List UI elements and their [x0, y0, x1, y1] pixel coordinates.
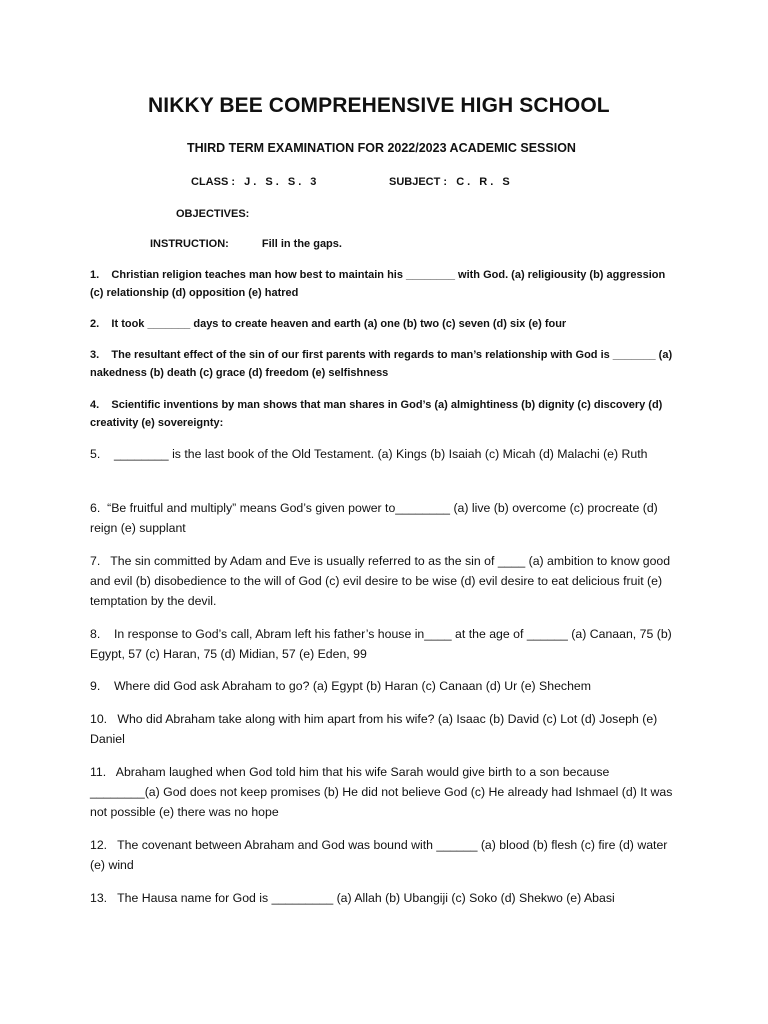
- question-text: “Be fruitful and multiply” means God’s given power to________ (a) live (b) overcome (c) procreate (d) reign (e) supplant: [90, 501, 658, 535]
- question-item: [90, 315, 680, 333]
- objectives-label: OBJECTIVES:: [176, 208, 250, 220]
- question-item: [90, 709, 680, 749]
- question-number: 2.: [90, 318, 100, 330]
- question-number: 11.: [90, 765, 107, 779]
- question-text: ________ is the last book of the Old Testament. (a) Kings (b) Isaiah (c) Micah (d) Malachi (e) Ruth: [113, 447, 648, 461]
- question-number: 7.: [90, 554, 101, 568]
- question-number: 4.: [90, 399, 100, 411]
- school-name: NIKKY BEE COMPREHENSIVE HIGH SCHOOL: [148, 94, 610, 117]
- question-text: The resultant effect of the sin of our first parents with regards to man’s relationship with God is _______ (a) nakedness (b) death (c) grace (d) freedom (e) selfishness: [90, 349, 673, 379]
- question-number: 6.: [90, 501, 101, 515]
- question-text: The sin committed by Adam and Eve is usually referred to as the sin of ____ (a) ambition to know good and evil (b) disobedience to the will of God (c) evil desire to be wise (d) evil desire to eat delicious fruit (e) temptation by the devil.: [90, 554, 671, 608]
- question-text: Christian religion teaches man how best to maintain his ________ with God. (a) religiousity (b) aggression (c) relationship (d) opposition (e) hatred: [90, 269, 666, 299]
- question-item: [90, 624, 680, 664]
- question-text: Who did Abraham take along with him apart from his wife? (a) Isaac (b) David (c) Lot (d) Joseph (e) Daniel: [90, 712, 658, 746]
- question-number: 3.: [90, 349, 100, 361]
- question-item: [90, 835, 680, 875]
- question-text: Abraham laughed when God told him that his wife Sarah would give birth to a son because ________(a) God does not keep promises (b) He did not believe God (c) He already had Ishmael (d) It was not possible (e) there was no hope: [90, 765, 673, 819]
- question-item: [90, 266, 680, 302]
- question-text: The covenant between Abraham and God was bound with ______ (a) blood (b) flesh (c) fire (d) water (e) wind: [90, 838, 668, 872]
- question-item: [90, 888, 680, 908]
- question-number: 8.: [90, 627, 101, 641]
- class-value: J. S. S. 3: [244, 176, 320, 188]
- class-info: [191, 176, 319, 188]
- instruction: [150, 238, 342, 250]
- question-item: [90, 396, 680, 432]
- class-label: CLASS :: [191, 176, 235, 188]
- question-number: 1.: [90, 269, 100, 281]
- question-item: [90, 762, 680, 822]
- instruction-text: Fill in the gaps.: [261, 238, 342, 250]
- subject-value: C. R. S: [456, 176, 513, 188]
- question-item: [90, 676, 680, 696]
- subject-info: [389, 176, 513, 188]
- question-text: Scientific inventions by man shows that man shares in God’s (a) almightiness (b) dignity (c) discovery (d) creativity (e) sovereignty:: [90, 399, 663, 429]
- question-number: 13.: [90, 891, 108, 905]
- instruction-label: INSTRUCTION:: [150, 238, 229, 250]
- question-number: 5.: [90, 447, 101, 461]
- question-number: 12.: [90, 838, 108, 852]
- exam-title: THIRD TERM EXAMINATION FOR 2022/2023 ACADEMIC SESSION: [187, 141, 576, 155]
- subject-label: SUBJECT :: [389, 176, 448, 188]
- question-item: [90, 444, 680, 464]
- question-number: 9.: [90, 679, 101, 693]
- question-item: [90, 346, 680, 382]
- question-text: The Hausa name for God is _________ (a) Allah (b) Ubangiji (c) Soko (d) Shekwo (e) Abasi: [117, 891, 615, 905]
- question-text: It took _______ days to create heaven and earth (a) one (b) two (c) seven (d) six (e) four: [111, 318, 567, 330]
- question-number: 10.: [90, 712, 108, 726]
- question-text: In response to God’s call, Abram left his father’s house in____ at the age of ______ (a) Canaan, 75 (b) Egypt, 57 (c) Haran, 75 (d) Midian, 57 (e) Eden, 99: [90, 627, 672, 661]
- question-text: Where did God ask Abraham to go? (a) Egypt (b) Haran (c) Canaan (d) Ur (e) Shechem: [113, 679, 591, 693]
- question-item: [90, 498, 680, 538]
- question-item: [90, 551, 680, 611]
